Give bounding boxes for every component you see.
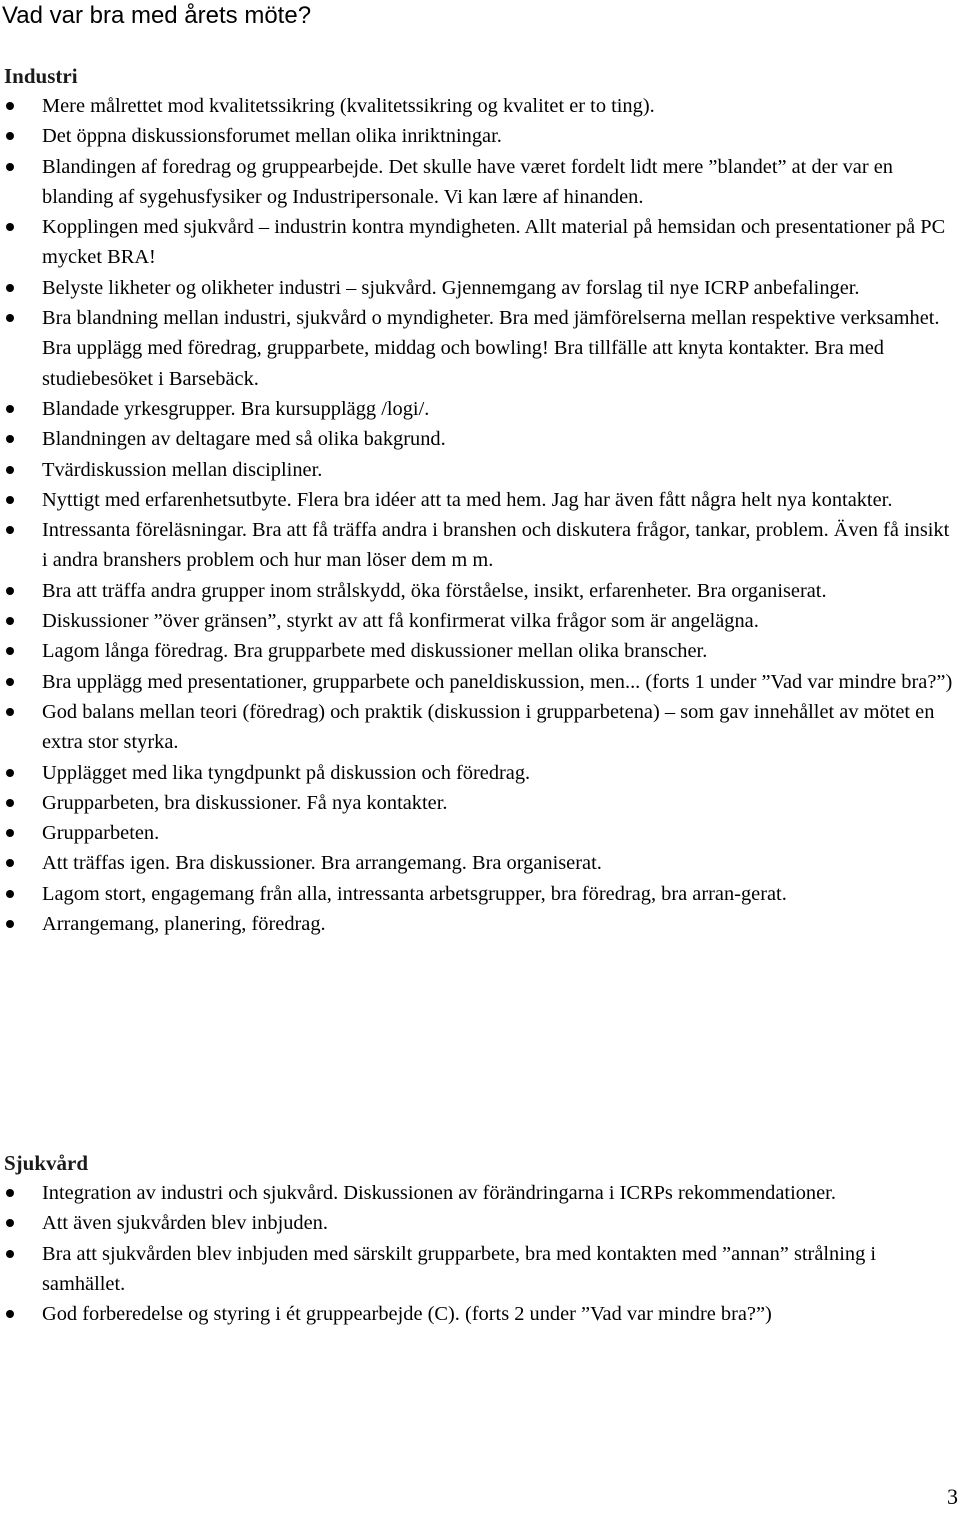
bullet-icon — [6, 1310, 14, 1318]
bullet-icon — [6, 435, 14, 443]
list-item-text: Lagom långa föredrag. Bra grupparbete med diskussioner mellan olika branscher. — [42, 640, 708, 663]
list-item-text: Grupparbeten, bra diskussioner. Få nya kontakter. — [42, 791, 448, 814]
bullet-icon — [6, 678, 14, 686]
bullet-icon — [6, 223, 14, 231]
bullet-icon — [6, 920, 14, 928]
bullet-icon — [6, 890, 14, 898]
list-item — [0, 394, 960, 424]
list-item — [0, 455, 960, 485]
list-item — [0, 91, 960, 121]
bullet-icon — [6, 769, 14, 777]
list-item — [0, 818, 960, 848]
list-item — [0, 667, 960, 697]
bullet-icon — [6, 405, 14, 413]
bullet-icon — [6, 526, 14, 534]
list-item — [0, 152, 960, 213]
bullet-icon — [6, 284, 14, 292]
list-item — [0, 1208, 960, 1238]
list-item — [0, 909, 960, 939]
bullet-list-industri — [0, 91, 960, 939]
list-item — [0, 788, 960, 818]
list-item-text: Blandingen af foredrag og gruppearbejde. Det skulle have været fordelt lidt mere ”blandet” at der var en blanding af sygehusfysiker og Industripersonale. Vi kan lære af hinanden. — [42, 155, 893, 208]
list-item-text: Nyttigt med erfarenhetsutbyte. Flera bra idéer att ta med hem. Jag har även fått några helt nya kontakter. — [42, 488, 893, 511]
list-item-text: Diskussioner ”över gränsen”, styrkt av att få konfirmerat vilka frågor som är angelägna. — [42, 610, 759, 633]
list-item-text: Bra upplägg med presentationer, grupparbete och paneldiskussion, men... (forts 1 under ”Vad var mindre bra?”) — [42, 670, 953, 693]
list-item — [0, 576, 960, 606]
list-item-text: Integration av industri och sjukvård. Diskussionen av förändringarna i ICRPs rekommendationer. — [42, 1182, 836, 1204]
list-item — [0, 1239, 960, 1300]
list-item — [0, 1178, 960, 1208]
list-item-text: Blandade yrkesgrupper. Bra kursupplägg /logi/. — [42, 397, 430, 420]
bullet-icon — [6, 617, 14, 625]
section-heading-industri: Industri — [4, 64, 78, 88]
bullet-icon — [6, 1219, 14, 1227]
list-item — [0, 1299, 960, 1329]
list-item — [0, 697, 960, 758]
list-item-text: Lagom stort, engagemang från alla, intressanta arbetsgrupper, bra föredrag, bra arran-gerat. — [42, 882, 787, 905]
list-item — [0, 273, 960, 303]
list-item — [0, 303, 960, 394]
bullet-icon — [6, 859, 14, 867]
list-item — [0, 485, 960, 515]
section-heading-sjukvard: Sjukvård — [4, 1151, 89, 1175]
bullet-list-sjukvard — [0, 1178, 960, 1329]
bullet-icon — [6, 466, 14, 474]
list-item-text: Bra att sjukvården blev inbjuden med särskilt grupparbete, bra med kontakten med ”annan” strålning i samhället. — [42, 1242, 877, 1295]
bullet-icon — [6, 314, 14, 322]
bullet-icon — [6, 708, 14, 716]
list-item-text: Mere målrettet mod kvalitetssikring (kvalitetssikring og kvalitet er to ting). — [42, 95, 655, 117]
bullet-icon — [6, 496, 14, 504]
list-item-text: Bra att träffa andra grupper inom strålskydd, öka förståelse, insikt, erfarenheter. Bra organiserat. — [42, 579, 827, 602]
list-item — [0, 212, 960, 273]
bullet-icon — [6, 163, 14, 171]
section-sjukvard — [0, 1148, 960, 1329]
list-item-text: Blandningen av deltagare med så olika bakgrund. — [42, 428, 446, 451]
page-title: Vad var bra med årets möte? — [2, 2, 312, 29]
list-item — [0, 636, 960, 666]
list-item-text: Intressanta föreläsningar. Bra att få träffa andra i branshen och diskutera frågor, tankar, problem. Även få insikt i andra branshers problem och hur man löser dem m m. — [42, 519, 950, 572]
list-item-text: Grupparbeten. — [42, 822, 160, 845]
page-number: 3 — [947, 1484, 958, 1509]
bullet-icon — [6, 587, 14, 595]
list-item-text: Att träffas igen. Bra diskussioner. Bra arrangemang. Bra organiserat. — [42, 852, 602, 875]
bullet-icon — [6, 647, 14, 655]
list-item-text: Bra blandning mellan industri, sjukvård o myndigheter. Bra med jämförelserna mellan respektive verksamhet. Bra upplägg med föredrag, grupparbete, middag och bowling! Bra tillfälle att knyta kontakter. Bra med studiebesöket i Barsebäck. — [42, 307, 940, 390]
list-item — [0, 879, 960, 909]
bullet-icon — [6, 1250, 14, 1258]
bullet-icon — [6, 1189, 14, 1197]
list-item-text: Upplägget med lika tyngdpunkt på diskussion och föredrag. — [42, 761, 531, 784]
list-item-text: Belyste likheter og olikheter industri – sjukvård. Gjennemgang av forslag til nye ICRP anbefalinger. — [42, 276, 860, 299]
list-item — [0, 121, 960, 151]
list-item — [0, 606, 960, 636]
list-item-text: God forberedelse og styring i ét gruppearbejde (C). (forts 2 under ”Vad var mindre bra?”) — [42, 1303, 772, 1326]
list-item-text: Det öppna diskussionsforumet mellan olika inriktningar. — [42, 125, 502, 148]
list-item-text: Arrangemang, planering, föredrag. — [42, 913, 326, 936]
bullet-icon — [6, 102, 14, 110]
list-item-text: Att även sjukvården blev inbjuden. — [42, 1212, 328, 1235]
list-item-text: Kopplingen med sjukvård – industrin kontra myndigheten. Allt material på hemsidan och presentationer på PC mycket BRA! — [42, 216, 946, 269]
section-industri — [0, 61, 960, 939]
list-item — [0, 848, 960, 878]
bullet-icon — [6, 799, 14, 807]
list-item — [0, 424, 960, 454]
bullet-icon — [6, 132, 14, 140]
list-item-text: God balans mellan teori (föredrag) och praktik (diskussion i grupparbetena) – som gav innehållet av mötet en extra stor styrka. — [42, 700, 935, 754]
list-item — [0, 515, 960, 576]
list-item — [0, 758, 960, 788]
bullet-icon — [6, 829, 14, 837]
list-item-text: Tvärdiskussion mellan discipliner. — [42, 458, 323, 481]
